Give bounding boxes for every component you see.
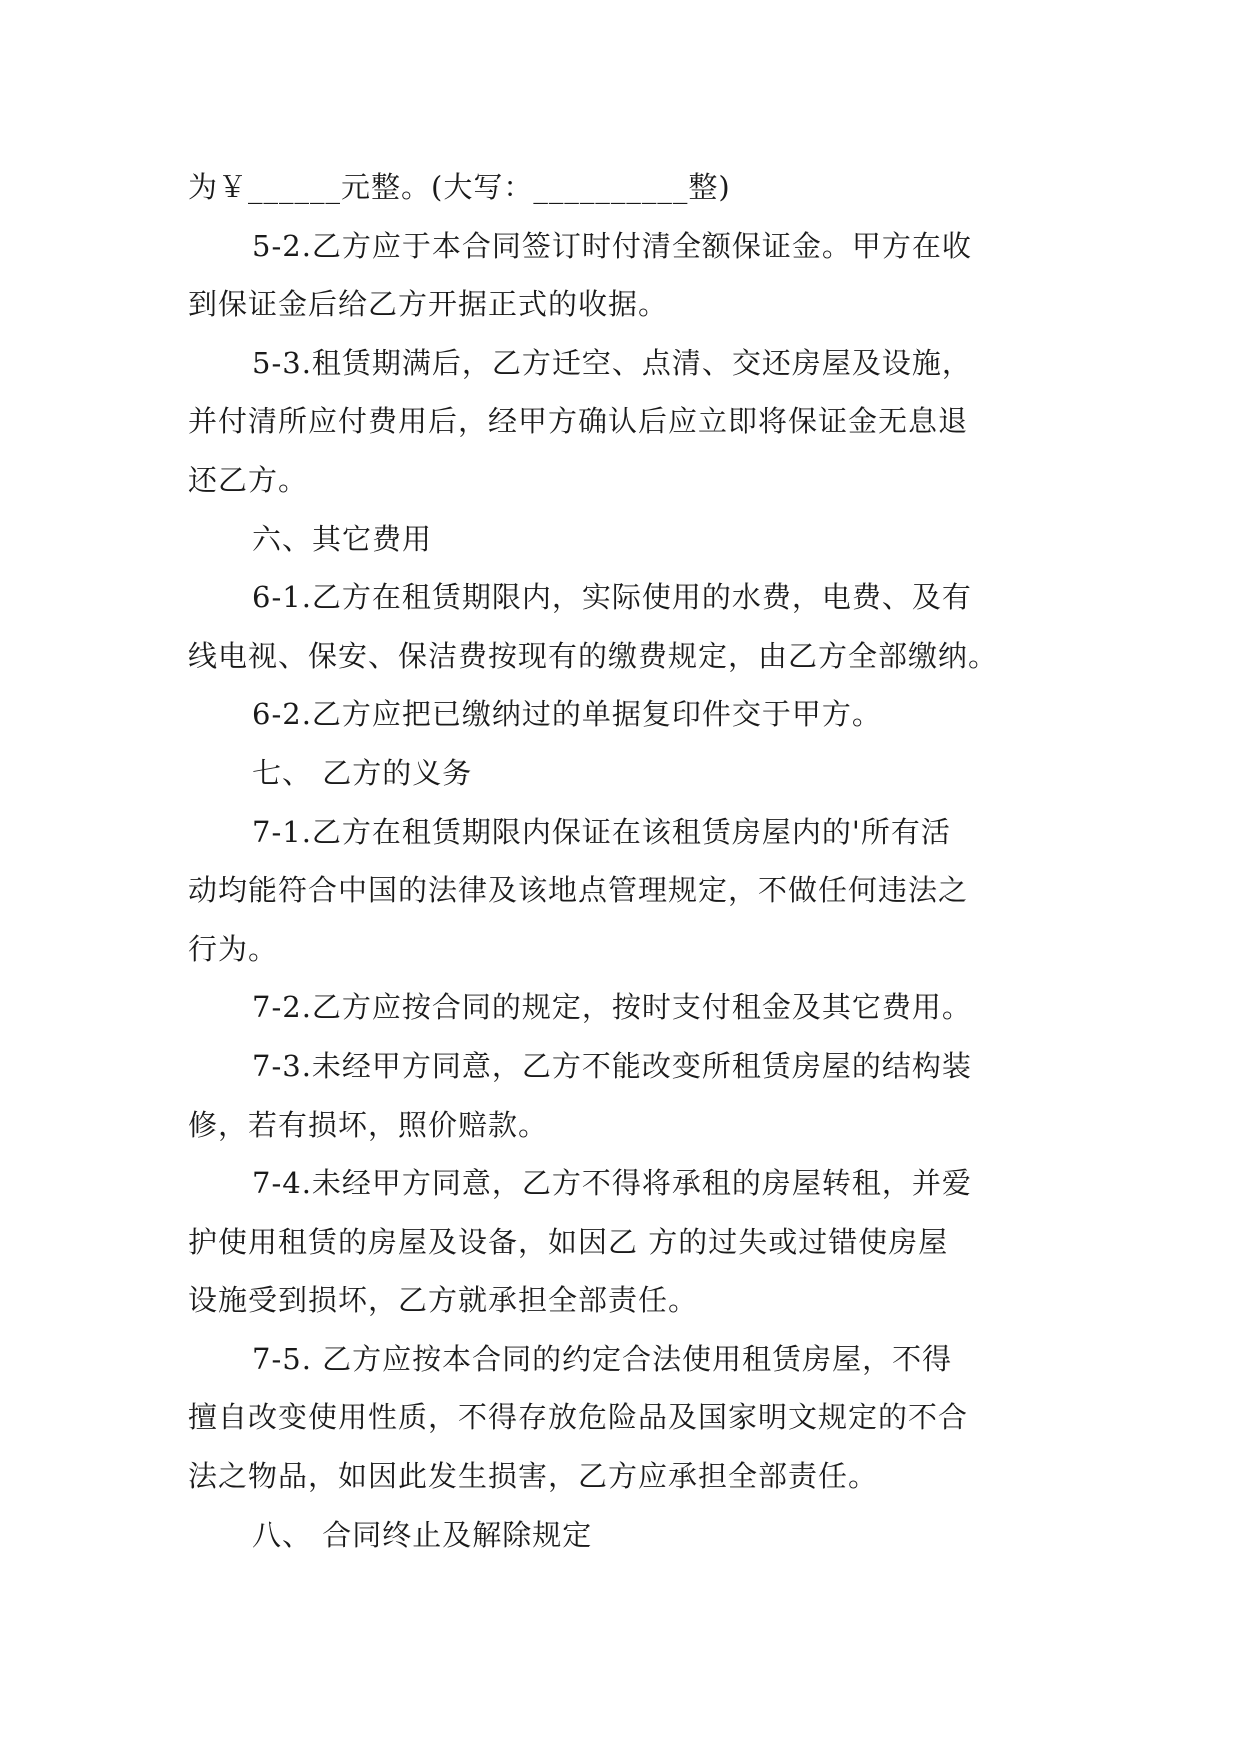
section-heading: 七、 乙方的义务 [252, 755, 473, 790]
text-line: 5-2.乙方应于本合同签订时付清全额保证金。甲方在收 [252, 228, 972, 263]
text-line: 7-2.乙方应按合同的规定，按时支付租金及其它费用。 [252, 990, 972, 1025]
text-line: 7-1.乙方在租赁期限内保证在该租赁房屋内的'所有活 [252, 814, 951, 849]
text-line: 7-4.未经甲方同意，乙方不得将承租的房屋转租，并爱 [252, 1166, 972, 1201]
text-line: 为￥______元整。(大写：__________整) [188, 170, 731, 204]
text-line: 护使用租赁的房屋及设备，如因乙 方的过失或过错使房屋 [188, 1224, 949, 1259]
text-line: 6-2.乙方应把已缴纳过的单据复印件交于甲方。 [252, 697, 882, 732]
text-line: 修，若有损坏，照价赔款。 [188, 1107, 549, 1142]
section-heading: 八、 合同终止及解除规定 [252, 1517, 593, 1552]
text-line: 法之物品，如因此发生损害，乙方应承担全部责任。 [188, 1459, 879, 1494]
text-line: 行为。 [188, 931, 279, 966]
text-line: 7-5. 乙方应按本合同的约定合法使用租赁房屋，不得 [252, 1341, 953, 1376]
text-line: 线电视、保安、保洁费按现有的缴费规定，由乙方全部缴纳。 [188, 638, 999, 673]
text-line: 到保证金后给乙方开据正式的收据。 [188, 287, 669, 322]
text-line: 擅自改变使用性质，不得存放危险品及国家明文规定的不合 [188, 1400, 969, 1435]
section-heading: 六、其它费用 [252, 521, 433, 556]
text-line: 5-3.租赁期满后，乙方迁空、点清、交还房屋及设施， [252, 345, 972, 380]
text-line: 设施受到损坏，乙方就承担全部责任。 [188, 1283, 699, 1318]
text-line: 还乙方。 [188, 462, 309, 497]
text-line: 6-1.乙方在租赁期限内，实际使用的水费，电费、及有 [252, 580, 972, 615]
text-line: 7-3.未经甲方同意，乙方不能改变所租赁房屋的结构装 [252, 1048, 972, 1083]
text-line: 动均能符合中国的法律及该地点管理规定，不做任何违法之 [188, 873, 969, 908]
text-line: 并付清所应付费用后，经甲方确认后应立即将保证金无息退 [188, 404, 969, 439]
document-body [188, 158, 1068, 1564]
